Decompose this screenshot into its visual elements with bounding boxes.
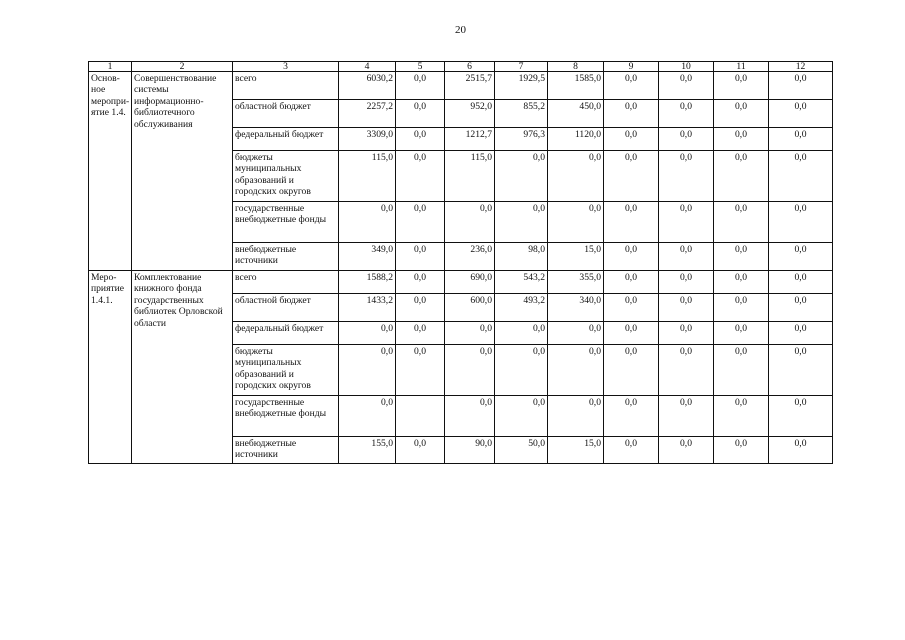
value-cell-col-8: 0,0	[548, 322, 604, 345]
value-cell-col-9: 0,0	[604, 128, 659, 151]
funding-source-cell: государственные внебюджетные фонды	[233, 202, 339, 243]
value-cell-col-10: 0,0	[659, 294, 714, 322]
funding-source-cell: областной бюджет	[233, 294, 339, 322]
value-cell-col-12: 0,0	[769, 243, 833, 271]
value-cell-col-8: 340,0	[548, 294, 604, 322]
event-number-cell: Меро-приятие 1.4.1.	[89, 271, 132, 464]
funding-source-cell: государственные внебюджетные фонды	[233, 396, 339, 437]
value-cell-col-8: 0,0	[548, 202, 604, 243]
value-cell-col-6: 0,0	[445, 396, 495, 437]
value-cell-col-9: 0,0	[604, 271, 659, 294]
value-cell-col-9: 0,0	[604, 396, 659, 437]
value-cell-col-12: 0,0	[769, 202, 833, 243]
value-cell-col-10: 0,0	[659, 151, 714, 202]
value-cell-col-11: 0,0	[714, 396, 769, 437]
value-cell-col-8: 355,0	[548, 271, 604, 294]
value-cell-col-9: 0,0	[604, 294, 659, 322]
value-cell-col-5	[396, 396, 445, 437]
value-cell-col-6: 90,0	[445, 437, 495, 464]
value-cell-col-9: 0,0	[604, 322, 659, 345]
value-cell-col-9: 0,0	[604, 100, 659, 128]
value-cell-col-8: 450,0	[548, 100, 604, 128]
value-cell-col-10: 0,0	[659, 271, 714, 294]
value-cell-col-11: 0,0	[714, 72, 769, 100]
value-cell-col-6: 600,0	[445, 294, 495, 322]
value-cell-col-5: 0,0	[396, 151, 445, 202]
table-row	[89, 72, 833, 100]
value-cell-col-12: 0,0	[769, 151, 833, 202]
value-cell-col-4: 0,0	[339, 396, 396, 437]
value-cell-col-7: 0,0	[495, 322, 548, 345]
funding-source-cell: бюджеты муниципальных образований и городских округов	[233, 151, 339, 202]
value-cell-col-12: 0,0	[769, 271, 833, 294]
value-cell-col-9: 0,0	[604, 243, 659, 271]
value-cell-col-4: 1588,2	[339, 271, 396, 294]
column-number-9: 9	[604, 62, 659, 72]
value-cell-col-12: 0,0	[769, 100, 833, 128]
value-cell-col-5: 0,0	[396, 243, 445, 271]
value-cell-col-5: 0,0	[396, 202, 445, 243]
value-cell-col-5: 0,0	[396, 345, 445, 396]
value-cell-col-12: 0,0	[769, 322, 833, 345]
column-number-11: 11	[714, 62, 769, 72]
value-cell-col-10: 0,0	[659, 396, 714, 437]
value-cell-col-7: 0,0	[495, 202, 548, 243]
value-cell-col-11: 0,0	[714, 437, 769, 464]
value-cell-col-10: 0,0	[659, 322, 714, 345]
funding-source-cell: областной бюджет	[233, 100, 339, 128]
value-cell-col-10: 0,0	[659, 345, 714, 396]
value-cell-col-12: 0,0	[769, 294, 833, 322]
value-cell-col-12: 0,0	[769, 128, 833, 151]
table-row	[89, 271, 833, 294]
value-cell-col-11: 0,0	[714, 294, 769, 322]
value-cell-col-11: 0,0	[714, 100, 769, 128]
column-number-1: 1	[89, 62, 132, 72]
column-number-12: 12	[769, 62, 833, 72]
column-number-8: 8	[548, 62, 604, 72]
value-cell-col-6: 2515,7	[445, 72, 495, 100]
value-cell-col-8: 1120,0	[548, 128, 604, 151]
value-cell-col-4: 115,0	[339, 151, 396, 202]
value-cell-col-11: 0,0	[714, 128, 769, 151]
funding-source-cell: всего	[233, 72, 339, 100]
value-cell-col-7: 855,2	[495, 100, 548, 128]
value-cell-col-8: 1585,0	[548, 72, 604, 100]
value-cell-col-9: 0,0	[604, 437, 659, 464]
value-cell-col-9: 0,0	[604, 72, 659, 100]
funding-source-cell: внебюджетные источники	[233, 437, 339, 464]
value-cell-col-7: 1929,5	[495, 72, 548, 100]
column-number-5: 5	[396, 62, 445, 72]
value-cell-col-10: 0,0	[659, 72, 714, 100]
value-cell-col-7: 0,0	[495, 396, 548, 437]
value-cell-col-11: 0,0	[714, 345, 769, 396]
funding-source-cell: бюджеты муниципальных образований и городских округов	[233, 345, 339, 396]
value-cell-col-8: 15,0	[548, 437, 604, 464]
page-number: 20	[455, 24, 466, 36]
value-cell-col-4: 349,0	[339, 243, 396, 271]
value-cell-col-6: 952,0	[445, 100, 495, 128]
column-number-4: 4	[339, 62, 396, 72]
value-cell-col-6: 1212,7	[445, 128, 495, 151]
value-cell-col-4: 2257,2	[339, 100, 396, 128]
value-cell-col-4: 155,0	[339, 437, 396, 464]
column-number-row	[89, 62, 833, 72]
value-cell-col-5: 0,0	[396, 128, 445, 151]
funding-source-cell: внебюджетные источники	[233, 243, 339, 271]
value-cell-col-7: 493,2	[495, 294, 548, 322]
value-cell-col-9: 0,0	[604, 202, 659, 243]
value-cell-col-7: 0,0	[495, 345, 548, 396]
value-cell-col-11: 0,0	[714, 243, 769, 271]
funding-source-cell: федеральный бюджет	[233, 322, 339, 345]
column-number-3: 3	[233, 62, 339, 72]
value-cell-col-5: 0,0	[396, 72, 445, 100]
value-cell-col-6: 690,0	[445, 271, 495, 294]
value-cell-col-6: 0,0	[445, 345, 495, 396]
budget-table	[88, 61, 833, 464]
value-cell-col-5: 0,0	[396, 271, 445, 294]
value-cell-col-4: 6030,2	[339, 72, 396, 100]
funding-source-cell: федеральный бюджет	[233, 128, 339, 151]
value-cell-col-6: 0,0	[445, 202, 495, 243]
value-cell-col-10: 0,0	[659, 128, 714, 151]
value-cell-col-10: 0,0	[659, 100, 714, 128]
value-cell-col-12: 0,0	[769, 72, 833, 100]
event-name-cell: Комплектование книжного фонда государственных библиотек Орловской области	[132, 271, 233, 464]
event-number-cell: Основ-ное меропри-ятие 1.4.	[89, 72, 132, 271]
value-cell-col-9: 0,0	[604, 345, 659, 396]
value-cell-col-12: 0,0	[769, 396, 833, 437]
value-cell-col-6: 236,0	[445, 243, 495, 271]
column-number-10: 10	[659, 62, 714, 72]
value-cell-col-7: 0,0	[495, 151, 548, 202]
value-cell-col-10: 0,0	[659, 437, 714, 464]
value-cell-col-4: 0,0	[339, 322, 396, 345]
value-cell-col-5: 0,0	[396, 437, 445, 464]
value-cell-col-7: 50,0	[495, 437, 548, 464]
value-cell-col-4: 3309,0	[339, 128, 396, 151]
value-cell-col-10: 0,0	[659, 202, 714, 243]
value-cell-col-4: 0,0	[339, 345, 396, 396]
value-cell-col-8: 0,0	[548, 396, 604, 437]
value-cell-col-11: 0,0	[714, 322, 769, 345]
value-cell-col-11: 0,0	[714, 151, 769, 202]
value-cell-col-5: 0,0	[396, 294, 445, 322]
value-cell-col-5: 0,0	[396, 100, 445, 128]
value-cell-col-7: 976,3	[495, 128, 548, 151]
value-cell-col-5: 0,0	[396, 322, 445, 345]
value-cell-col-4: 1433,2	[339, 294, 396, 322]
value-cell-col-4: 0,0	[339, 202, 396, 243]
value-cell-col-11: 0,0	[714, 202, 769, 243]
value-cell-col-12: 0,0	[769, 345, 833, 396]
value-cell-col-6: 0,0	[445, 322, 495, 345]
value-cell-col-9: 0,0	[604, 151, 659, 202]
column-number-7: 7	[495, 62, 548, 72]
value-cell-col-12: 0,0	[769, 437, 833, 464]
value-cell-col-8: 15,0	[548, 243, 604, 271]
column-number-6: 6	[445, 62, 495, 72]
funding-source-cell: всего	[233, 271, 339, 294]
column-number-2: 2	[132, 62, 233, 72]
value-cell-col-8: 0,0	[548, 151, 604, 202]
value-cell-col-10: 0,0	[659, 243, 714, 271]
value-cell-col-6: 115,0	[445, 151, 495, 202]
value-cell-col-11: 0,0	[714, 271, 769, 294]
value-cell-col-7: 543,2	[495, 271, 548, 294]
value-cell-col-7: 98,0	[495, 243, 548, 271]
event-name-cell: Совершенствование системы информационно-библиотечного обслуживания	[132, 72, 233, 271]
value-cell-col-8: 0,0	[548, 345, 604, 396]
